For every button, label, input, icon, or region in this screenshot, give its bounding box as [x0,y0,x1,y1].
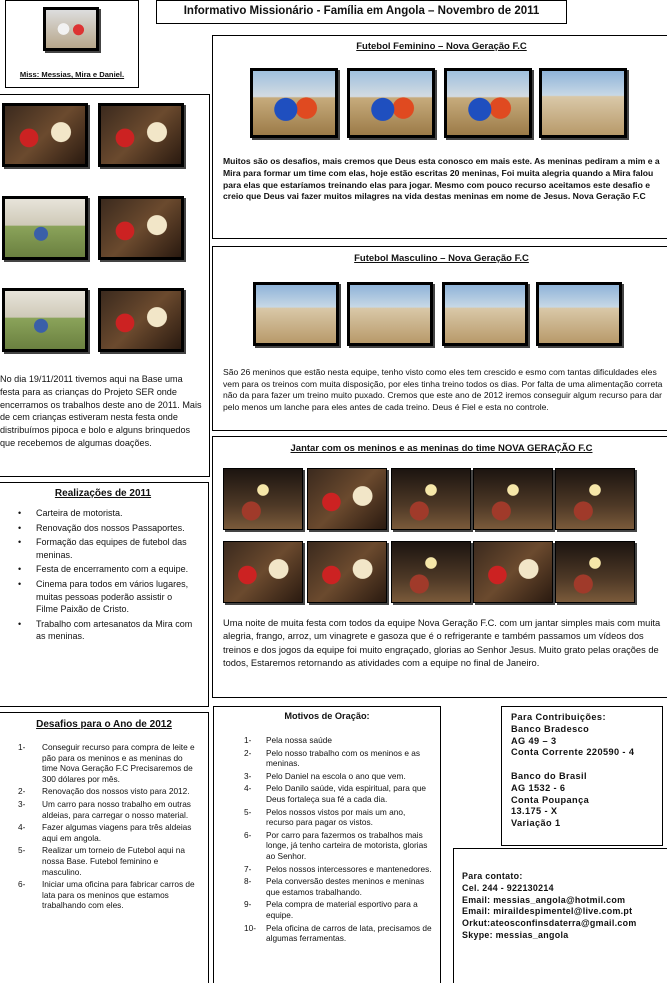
list-item: 5- Pelos nossos vistos por mais um ano, recurso para pagar os vistos. [244,806,406,828]
page-title: Informativo Missionário - Família em Angola – Novembro de 2011 [183,5,540,17]
party-photo-3 [2,196,88,260]
jantar-photo-4 [473,468,553,530]
desafios-title: Desafios para o Ano de 2012 [36,719,172,730]
profile-photo [43,7,99,51]
list-item: 1- Conseguir recurso para compra de leite e pão para os meninos e as meninas do time Nova Geração F.C Precisaremos de 300 dólares por mês. [18,742,195,784]
bank-agency: AG 1532 - 6 [511,782,566,793]
contato-box [453,848,667,983]
motivos-list [214,735,440,944]
bank-account: 13.175 - X [511,806,558,817]
feminino-photo-3 [444,68,532,138]
contato-orkut: Orkut:ateosconfinsdaterra@gmail.com [462,918,637,929]
bank-agency: AG 49 – 3 [511,735,557,746]
jantar-photo-5 [555,468,635,530]
bank-account-type: Conta Poupança [511,794,590,805]
masculino-photo-3 [442,282,528,346]
party-photo-6 [98,288,184,352]
jantar-photo-8 [391,541,471,603]
contato-skype: Skype: messias_angola [462,929,569,940]
list-item: 2- Pelo nosso trabalho com os meninos e as meninas. [244,747,421,769]
feminino-box [212,35,667,239]
jantar-title: Jantar com os meninos e as meninas do time NOVA GERAÇÃO F.C [290,443,593,454]
contribuicoes-heading: Para Contribuições: [511,712,606,722]
jantar-photo-9 [473,541,553,603]
motivos-box [213,706,441,983]
jantar-photo-6 [223,541,303,603]
jantar-photo-10 [555,541,635,603]
masculino-photo-4 [536,282,622,346]
contribuicoes-box [501,706,663,846]
bank-name: Banco Bradesco [511,723,590,734]
list-item: • Renovação dos nossos Passaportes. [0,522,194,535]
list-item: • Trabalho com artesanatos da Mira com as meninas. [0,618,194,643]
feminino-photo-4 [539,68,627,138]
list-item: 5- Realizar um torneio de Futebol aqui na nossa Base. Futebol feminino e masculino. [18,845,185,877]
feminino-title: Futebol Feminino – Nova Geração F.C [356,41,527,52]
party-photo-4 [98,196,184,260]
party-photo-5 [2,288,88,352]
contato-lines [454,849,667,942]
masculino-photo-2 [347,282,433,346]
party-photo-1 [2,103,88,167]
masculino-photo-1 [253,282,339,346]
jantar-photo-2 [307,468,387,530]
feminino-text: Muitos são os desafios, mais cremos que Deus esta conosco em mais este. As meninas pediram a mim e a Mira para formar um time com elas, hoje estão escritas 20 meninas, Foi muita alegria quando a Mira falou para elas que estaríamos treinando elas para jogar. Mesmo com pouco recurso aceitamos este desafio e creio que Deus vai fazer muitos milagres na vida destas meninas em nome de Jesus. Nova Geração F.C [223,156,660,202]
list-item: • Cinema para todos em vários lugares, muitas pessoas poderão assistir o Filme Paixão de Cristo. [0,578,194,616]
bank-variation: Variação 1 [511,818,561,829]
realizacoes-title: Realizações de 2011 [54,488,152,499]
feminino-photo-2 [347,68,435,138]
list-item: 8- Pela conversão destes meninos e meninas que estamos trabalhando. [244,876,425,897]
list-item: 10- Pela oficina de carros de lata, precisamos de algumas ferramentas. [244,922,432,944]
party-text: No dia 19/11/2011 tivemos aqui na Base uma festa para as crianças do Projeto SER onde encerramos os trabalhos deste ano de 2011. Mais de cem crianças estiveram nesta festa onde distribuímos pipoca e bolo e alguns brinquedos que recebemos de algumas doações. [0,374,202,448]
jantar-photo-3 [391,468,471,530]
jantar-box [212,436,667,698]
realizacoes-box [0,482,209,707]
spacer [511,759,662,771]
list-item: 4- Fazer algumas viagens para três aldeias aqui em angola. [18,822,192,843]
contato-email: Email: miraildespimentel@live.com.pt [462,906,633,917]
contribuicoes-lines [502,707,662,830]
list-item: • Carteira de motorista. [0,507,194,520]
realizacoes-list [0,507,208,643]
list-item: 6- Iniciar uma oficina para fabricar carros de lata para os meninos que estamos trabalhando com eles. [18,879,195,911]
jantar-photo-7 [307,541,387,603]
bank-account: Conta Corrente 220590 - 4 [511,747,635,758]
profile-caption: Miss: Messias, Mira e Daniel. [19,70,125,79]
list-item: 6- Por carro para fazermos os trabalhos mais longe, já tenho carteira de motorista, glorias ao Senhor. [244,829,428,861]
list-item: 3- Pelo Daniel na escola o ano que vem. [244,770,406,781]
contato-email: Email: messias_angola@hotmil.com [462,894,626,905]
list-item: • Formação das equipes de futebol das meninas. [0,536,194,561]
feminino-photo-1 [250,68,338,138]
party-photo-2 [98,103,184,167]
header-box [156,0,567,24]
desafios-list [0,742,208,911]
list-item: 7- Pelos nossos intercessores e mantenedores. [244,863,432,874]
list-item: 9- Pela compra de material esportivo para a equipe. [244,899,418,920]
list-item: 4- Pelo Danilo saúde, vida espiritual, para que Deus fortaleça sua fé a cada dia. [244,783,427,804]
party-box [0,94,210,477]
jantar-text: Uma noite de muita festa com todos da equipe Nova Geração F.C. com um jantar simples mais com muita alegria, frango, arroz, um vinagrete e gasoza que é o refrigerante e também passamos um vídeos dos treinos e dos jogos da equipe foi muito engraçado, glorias ao Senhor Jesus. Muito grato pelas orações de todos, Estaremos retornando as atividades com a equipe no final de Janeiro. [223,618,661,669]
motivos-title: Motivos de Oração: [284,711,370,721]
masculino-box [212,246,667,431]
profile-box [5,0,139,88]
contato-phone: Cel. 244 - 922130214 [462,882,554,893]
bank-name: Banco do Brasil [511,770,587,781]
list-item: • Festa de encerramento com a equipe. [0,563,194,576]
desafios-box [0,712,209,983]
list-item: 2- Renovação dos nossos visto para 2012. [18,786,190,797]
jantar-photo-1 [223,468,303,530]
list-item: 1- Pela nossa saúde [244,735,332,745]
list-item: 3- Um carro para nosso trabalho em outras aldeias, para carregar o nosso material. [18,798,191,820]
contato-heading: Para contato: [462,871,523,881]
masculino-title: Futebol Masculino – Nova Geração F.C [354,253,529,264]
masculino-text: São 26 meninos que estão nesta equipe, tenho visto como eles tem crescido e esmo com tantas dificuldades eles vem para os treinos com muita disposição, por eles tinha treino todos os dias. Por falta de uma alimentação correta não da para fazer um treino muito puxado. Cremos que este ano de 2012 iremos conseguir algum recurso para dar pelo menos um lanche para eles antes de cada treino. Deus é Fiel e esta no controle. [223,367,663,412]
